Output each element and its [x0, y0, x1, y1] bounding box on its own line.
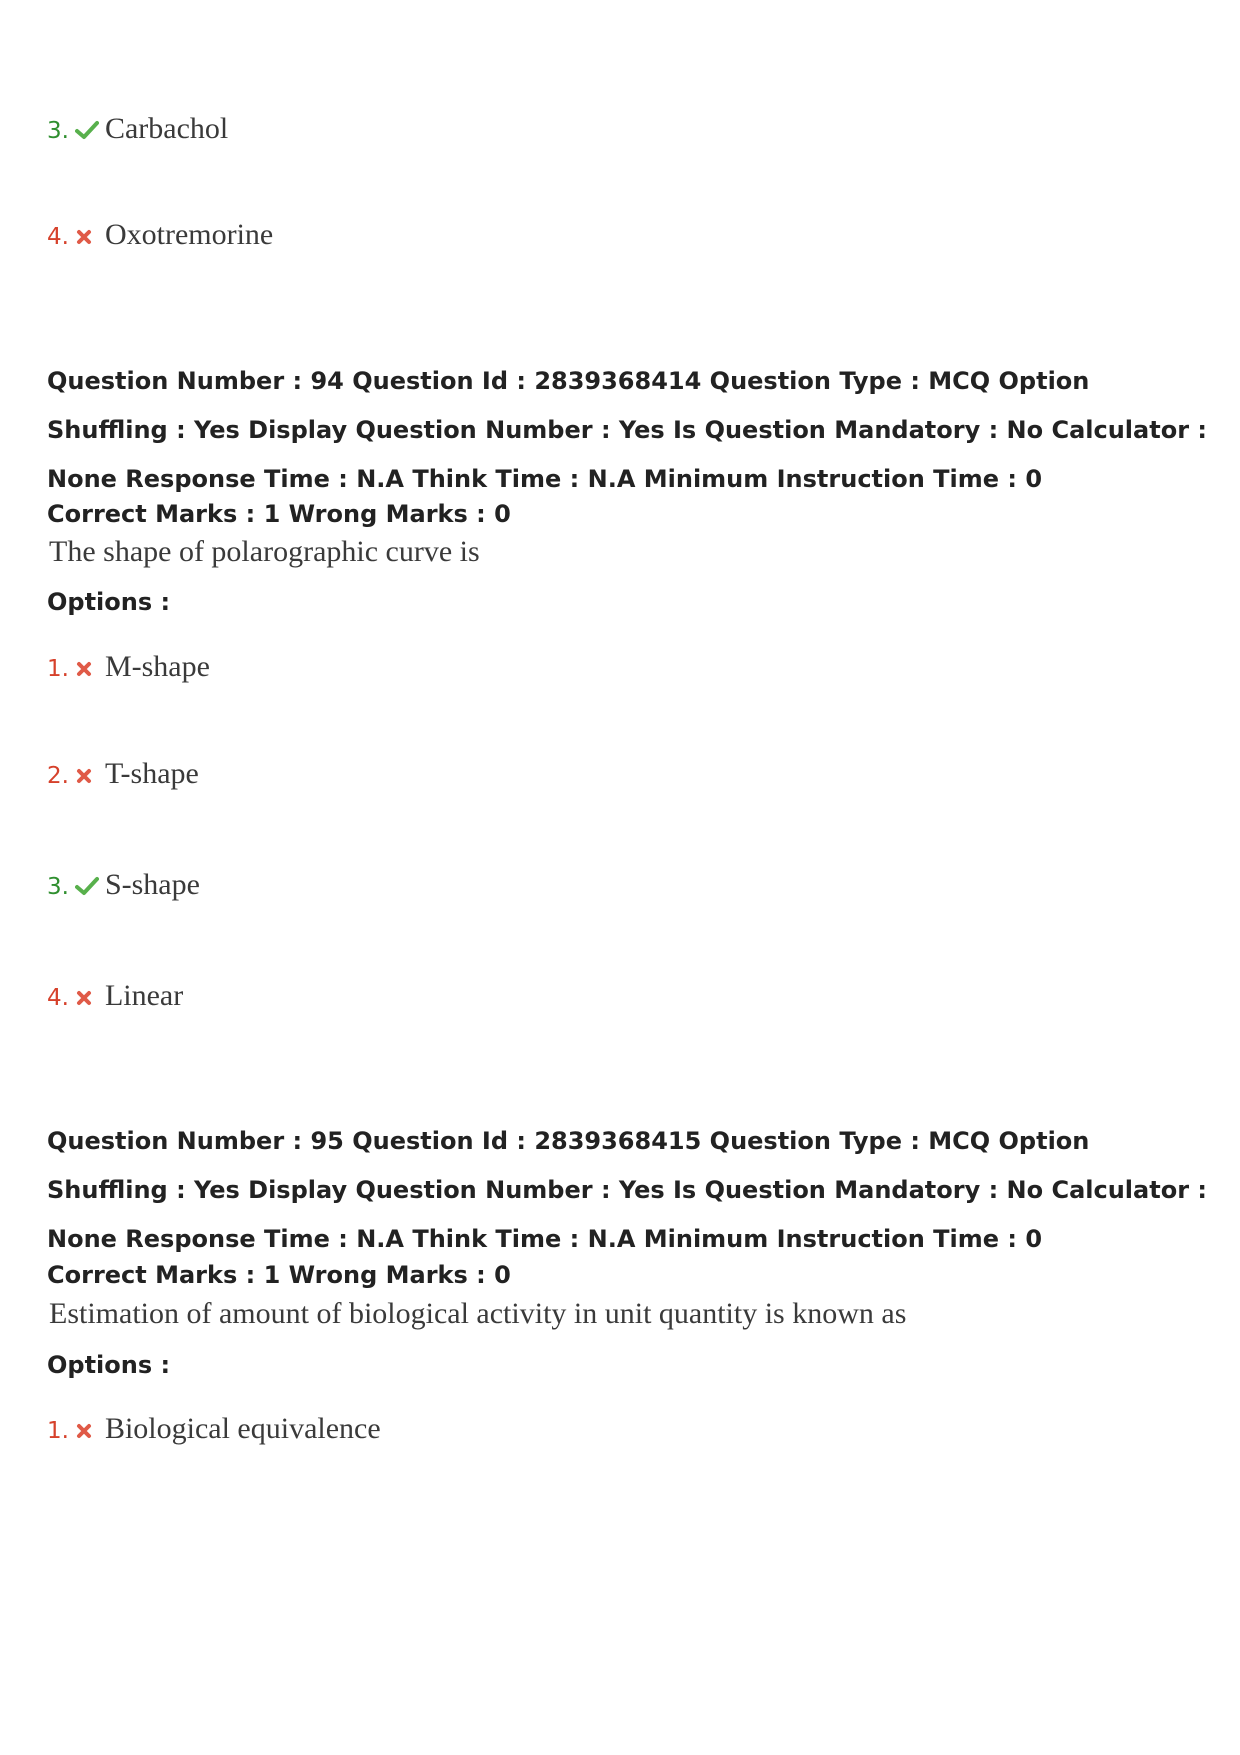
- option-row: [47, 218, 273, 252]
- cross-icon: [75, 1422, 99, 1445]
- option-row: [47, 112, 228, 146]
- option-row: [47, 1412, 381, 1446]
- cross-icon: [75, 767, 99, 790]
- option-text: Linear: [104, 979, 184, 1012]
- option-number: 4.: [47, 985, 69, 1011]
- cross-icon: [75, 989, 99, 1012]
- option-row: [47, 868, 200, 902]
- cross-icon: [75, 660, 99, 683]
- marks-line: Correct Marks : 1 Wrong Marks : 0: [47, 500, 511, 528]
- option-text: Carbachol: [104, 112, 229, 145]
- option-number: 3.: [47, 874, 69, 900]
- option-text: Oxotremorine: [104, 218, 274, 251]
- option-number: 2.: [47, 763, 69, 789]
- cross-icon: [75, 228, 99, 251]
- options-label: Options :: [47, 1351, 171, 1379]
- option-number: 4.: [47, 224, 69, 250]
- option-number: 1.: [47, 656, 69, 682]
- option-row: [47, 650, 210, 684]
- option-text: M-shape: [104, 650, 210, 683]
- question-text: The shape of polarographic curve is: [49, 535, 480, 568]
- option-number: 1.: [47, 1418, 69, 1444]
- question-meta: Question Number : 95 Question Id : 2839368415 Question Type : MCQ Option Shuffling : Yes Display Question Number : Yes Is Question Mandatory : No Calculator : None Response Time : N.A Think Time : N.A Minimum Instruction Time : 0: [47, 1127, 1207, 1253]
- option-text: Biological equivalence: [104, 1412, 381, 1445]
- check-icon: [75, 120, 99, 145]
- marks-line: Correct Marks : 1 Wrong Marks : 0: [47, 1261, 511, 1289]
- option-row: [47, 979, 183, 1013]
- question-text: Estimation of amount of biological activity in unit quantity is known as: [49, 1297, 907, 1330]
- check-icon: [75, 876, 99, 901]
- option-number: 3.: [47, 118, 69, 144]
- option-row: [47, 757, 199, 791]
- option-text: S-shape: [104, 868, 200, 901]
- question-meta: Question Number : 94 Question Id : 2839368414 Question Type : MCQ Option Shuffling : Yes Display Question Number : Yes Is Question Mandatory : No Calculator : None Response Time : N.A Think Time : N.A Minimum Instruction Time : 0: [47, 367, 1207, 493]
- option-text: T-shape: [104, 757, 199, 790]
- options-label: Options :: [47, 588, 171, 616]
